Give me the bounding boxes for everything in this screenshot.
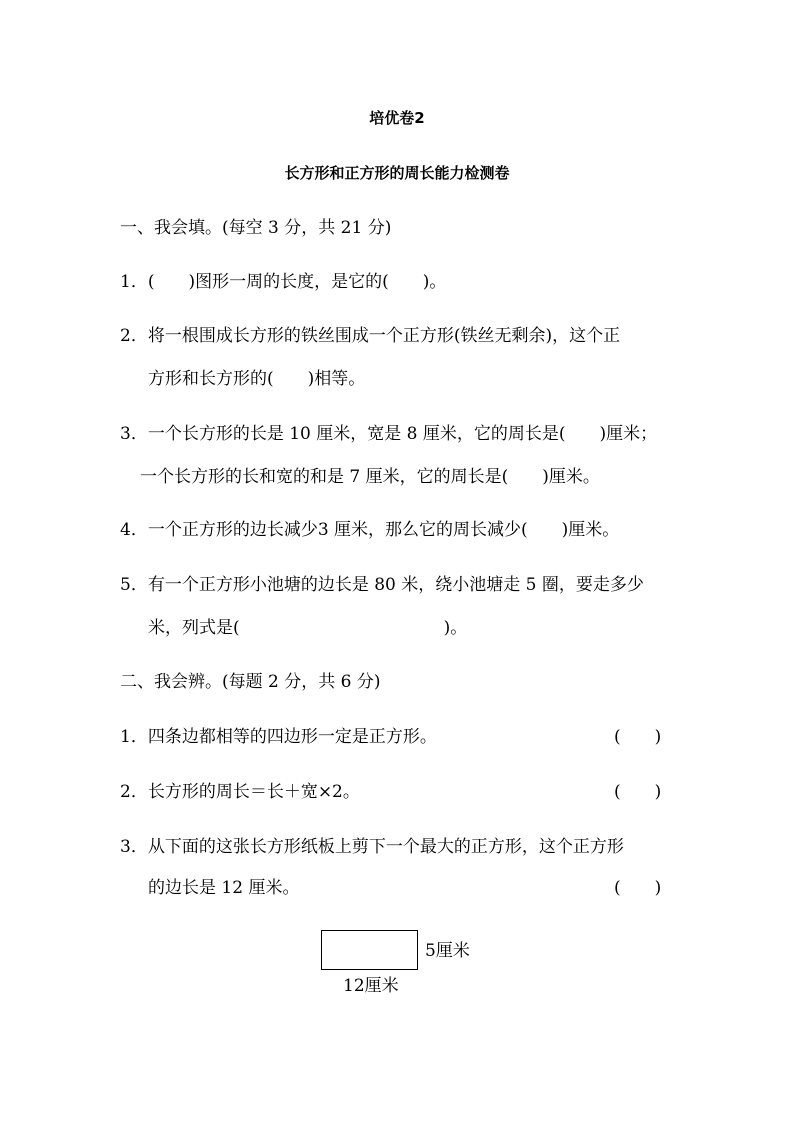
s2-question-2: 2．长方形的周长＝长＋宽×2。 [120,782,360,802]
s1-question-1: 1．( )图形一周的长度，是它的( )。 [120,272,447,292]
s2-question-1-answer-paren: ( ) [614,727,662,747]
s2-question-3-line1: 3．从下面的这张长方形纸板上剪下一个最大的正方形，这个正方形 [120,837,624,857]
rectangle-cardboard-figure [321,930,418,970]
s1-question-5-line1: 5．有一个正方形小池塘的边长是 80 米，绕小池塘走 5 圈，要走多少 [120,575,644,595]
worksheet-title: 培优卷2 [369,109,425,127]
s1-question-2-line1: 2．将一根围成长方形的铁丝围成一个正方形(铁丝无剩余)，这个正 [120,326,621,346]
s2-question-1: 1．四条边都相等的四边形一定是正方形。 [120,727,437,747]
s1-question-3-line1: 3．一个长方形的长是 10 厘米，宽是 8 厘米，它的周长是( )厘米； [120,424,658,444]
s2-question-3-line2: 的边长是 12 厘米。 [148,878,300,898]
rectangle-height-label: 5厘米 [425,941,470,961]
s1-question-2-line2: 方形和长方形的( )相等。 [148,369,366,389]
s1-question-4: 4．一个正方形的边长减少3 厘米，那么它的周长减少( )厘米。 [120,520,620,540]
section1-heading: 一、我会填。(每空 3 分，共 21 分) [120,218,392,238]
section2-heading: 二、我会辨。(每题 2 分，共 6 分) [120,672,381,692]
rectangle-width-label: 12厘米 [343,976,399,996]
s2-question-3-answer-paren: ( ) [614,878,662,898]
worksheet-subtitle: 长方形和正方形的周长能力检测卷 [284,164,510,182]
s2-question-2-answer-paren: ( ) [614,782,662,802]
s1-question-5-line2: 米，列式是( )。 [148,618,468,638]
s1-question-3-line2: 一个长方形的长和宽的和是 7 厘米，它的周长是( )厘米。 [140,467,600,487]
